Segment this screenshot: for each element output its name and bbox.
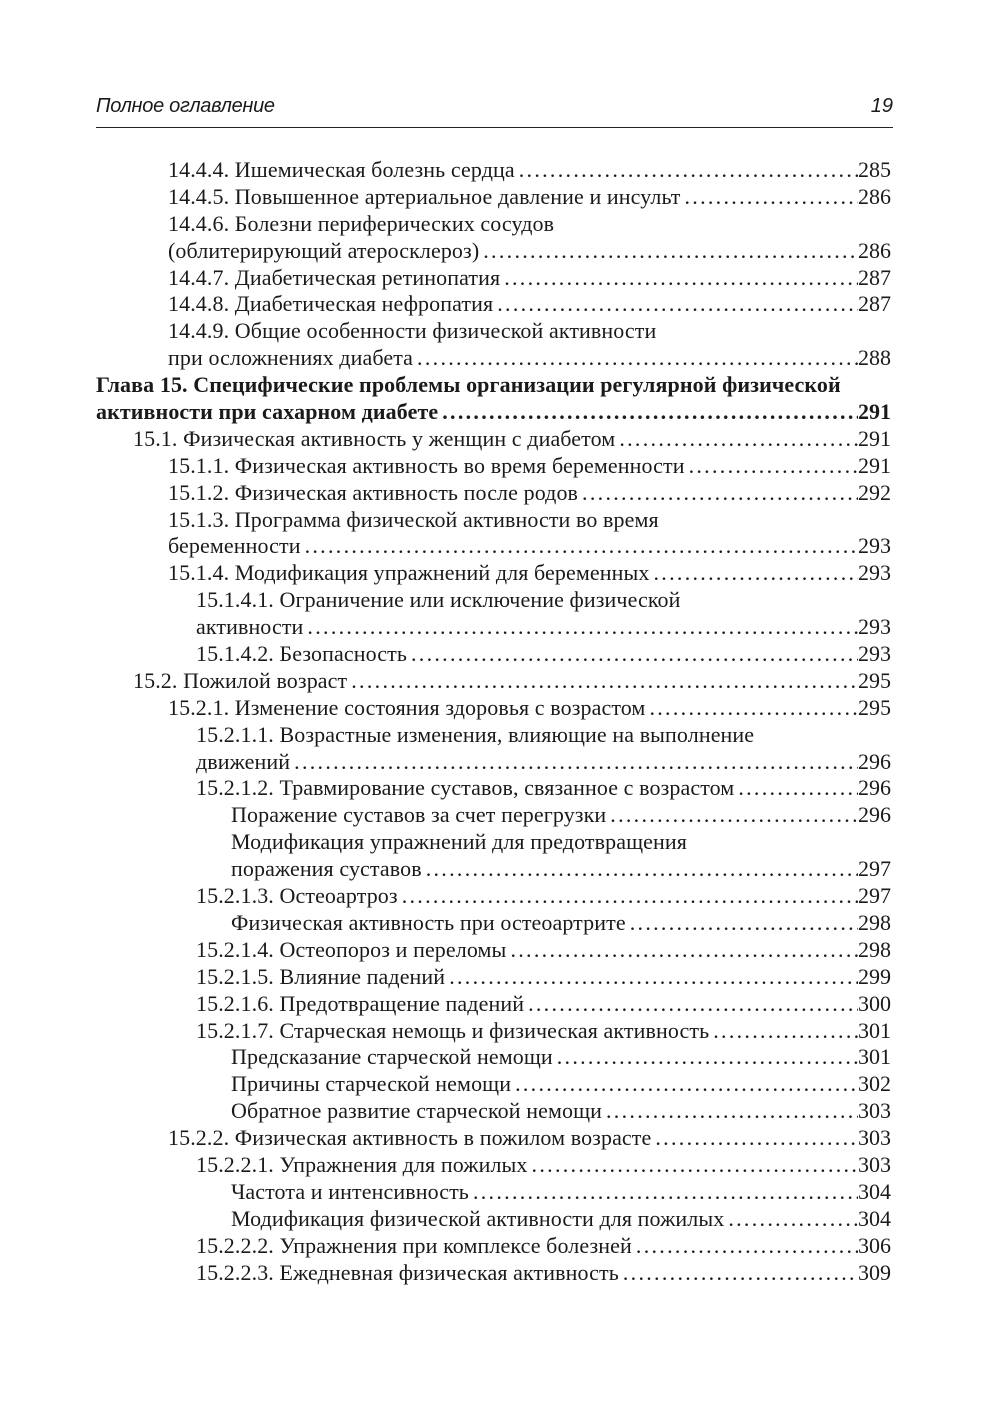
toc-entry-title: 15.2.2.2. Упражнения при комплексе болезней (196, 1232, 632, 1258)
toc-entry[interactable] (96, 668, 891, 695)
toc-entry-page: 286 (858, 237, 891, 263)
leader-dots (445, 964, 858, 991)
leader-dots (301, 533, 858, 560)
toc-entry-title: 15.2.1.4. Остеопороз и переломы (196, 936, 507, 962)
toc-entry[interactable] (96, 211, 891, 238)
toc-entry-title: 15.1.1. Физическая активность во время беременности (168, 452, 685, 478)
toc-entry-title: 15.1.4.1. Ограничение или исключение физической (196, 587, 681, 613)
toc-entry[interactable] (96, 749, 891, 776)
toc-entry-page: 296 (858, 775, 891, 801)
leader-dots (506, 937, 858, 964)
toc-entry[interactable] (96, 372, 891, 399)
toc-entry-page: 301 (858, 1044, 891, 1070)
toc-entry[interactable] (96, 345, 891, 372)
toc-entry-page: 291 (858, 425, 891, 451)
toc-entry-title: 15.1.4. Модификация упражнений для беременных (168, 560, 650, 586)
toc-entry-title: 15.2.1.2. Травмирование суставов, связанное с возрастом (196, 775, 735, 801)
toc-entry-page: 303 (858, 1098, 891, 1124)
toc-entry-page: 304 (858, 1178, 891, 1204)
running-title: Полное оглавление (96, 95, 275, 117)
toc-entry[interactable] (96, 641, 891, 668)
toc-entry[interactable] (96, 426, 891, 453)
toc-entry[interactable] (96, 238, 891, 265)
toc-entry-title: 15.1.3. Программа физической активности во время (168, 506, 659, 532)
toc-entry-title: активности при сахарном диабете (96, 399, 439, 425)
toc-entry[interactable] (96, 318, 891, 345)
leader-dots (500, 265, 858, 292)
toc-entry-page: 296 (858, 748, 891, 774)
toc-entry[interactable] (96, 1179, 891, 1206)
toc-entry-title: 15.2.1.7. Старческая немощь и физическая активность (196, 1017, 710, 1043)
toc-entry[interactable] (96, 1071, 891, 1098)
toc-entry-page: 296 (858, 802, 891, 828)
toc-entry[interactable] (96, 937, 891, 964)
toc-entry[interactable] (96, 507, 891, 534)
toc-entry-title: Модификация физической активности для пожилых (231, 1205, 725, 1231)
toc-entry-page: 297 (858, 883, 891, 909)
toc-entry[interactable] (96, 184, 891, 211)
toc-entry-page: 303 (858, 1151, 891, 1177)
toc-entry-title: 14.4.5. Повышенное артериальное давление и инсульт (168, 183, 681, 209)
leader-dots (615, 426, 858, 453)
toc-entry[interactable] (96, 1206, 891, 1233)
toc-entry[interactable] (96, 1098, 891, 1125)
toc-entry-page: 306 (858, 1232, 891, 1258)
toc-entry[interactable] (96, 775, 891, 802)
toc-entry-title: 14.4.8. Диабетическая нефропатия (168, 291, 494, 317)
leader-dots (438, 399, 858, 426)
toc-entry-title: 15.2.1.5. Влияние падений (196, 963, 446, 989)
toc-entry-title: 15.1. Физическая активность у женщин с диабетом (133, 425, 616, 451)
toc-entry-title: 15.2. Пожилой возраст (133, 667, 348, 693)
toc-entry[interactable] (96, 829, 891, 856)
toc-entry-title: 15.2.1.6. Предотвращение падений (196, 990, 525, 1016)
toc-entry-title: поражения суставов (231, 856, 422, 882)
toc-entry-title: 15.2.1.1. Возрастные изменения, влияющие на выполнение (196, 721, 755, 747)
leader-dots (347, 668, 858, 695)
toc-entry-page: 298 (858, 936, 891, 962)
toc-entry[interactable] (96, 1018, 891, 1045)
toc-entry-title: 15.1.2. Физическая активность после родов (168, 479, 579, 505)
leader-dots (524, 991, 858, 1018)
toc-entry-title: Частота и интенсивность (231, 1178, 469, 1204)
toc-entry-page: 292 (858, 479, 891, 505)
leader-dots (290, 749, 858, 776)
toc-entry-page: 285 (858, 157, 891, 182)
toc-entry-title: 15.2.2.1. Упражнения для пожилых (196, 1151, 528, 1177)
leader-dots (645, 695, 858, 722)
toc-entry-title: (облитерирующий атеросклероз) (168, 237, 480, 263)
toc-entry-title: 14.4.7. Диабетическая ретинопатия (168, 264, 501, 290)
leader-dots (724, 1206, 858, 1233)
toc-entry-title: 14.4.9. Общие особенности физической активности (168, 318, 657, 344)
toc-entry-title: Модификация упражнений для предотвращения (231, 829, 687, 855)
leader-dots (511, 1071, 858, 1098)
page-number: 19 (870, 95, 893, 117)
toc-entry-page: 293 (858, 614, 891, 640)
toc-entry-page: 297 (858, 856, 891, 882)
leader-dots (578, 480, 858, 507)
toc-entry[interactable] (96, 1152, 891, 1179)
toc-entry-page: 286 (858, 183, 891, 209)
toc-entry[interactable] (96, 265, 891, 292)
toc-entry-page: 293 (858, 641, 891, 667)
toc-entry-page: 293 (858, 560, 891, 586)
toc-entry-title: Глава 15. Специфические проблемы организации регулярной физической (96, 372, 841, 398)
leader-dots (734, 775, 858, 802)
toc-entry[interactable] (96, 480, 891, 507)
toc-entry[interactable] (96, 1233, 891, 1260)
toc-entry-title: Обратное развитие старческой немощи (231, 1098, 602, 1124)
toc-entry-page: 309 (858, 1259, 891, 1285)
toc-entry-page: 288 (858, 345, 891, 371)
toc-entry[interactable] (96, 722, 891, 749)
toc-entry-title: Причины старческой немощи (231, 1071, 512, 1097)
toc-entry-title: 15.1.4.2. Безопасность (196, 641, 407, 667)
toc-entry[interactable] (96, 964, 891, 991)
toc-entry-title: 15.2.1. Изменение состояния здоровья с возрастом (168, 694, 646, 720)
toc-entry-title: 14.4.6. Болезни периферических сосудов (168, 210, 555, 236)
toc-entry-page: 291 (858, 399, 891, 425)
toc-entry-title: Физическая активность при остеоартрите (231, 909, 626, 935)
leader-dots (422, 856, 858, 883)
leader-dots (515, 157, 858, 184)
toc-entry[interactable] (96, 614, 891, 641)
page-header (96, 93, 893, 128)
toc-entry-title: беременности (168, 533, 301, 559)
toc-entry-page: 304 (858, 1205, 891, 1231)
toc-entry[interactable] (96, 587, 891, 614)
toc-entry-title: 15.2.2. Физическая активность в пожилом возрасте (168, 1125, 652, 1151)
leader-dots (632, 1233, 858, 1260)
toc-entry[interactable] (96, 910, 891, 937)
leader-dots (303, 614, 858, 641)
leader-dots (606, 802, 858, 829)
toc-entry[interactable] (96, 157, 891, 184)
leader-dots (626, 910, 858, 937)
toc-entry-title: активности (196, 614, 304, 640)
toc-entry-title: 14.4.4. Ишемическая болезнь сердца (168, 157, 515, 182)
leader-dots (709, 1018, 858, 1045)
leader-dots (651, 1125, 858, 1152)
leader-dots (680, 184, 858, 211)
toc-entry-title: движений (196, 748, 291, 774)
toc-entry-title: при осложнениях диабета (168, 345, 414, 371)
leader-dots (650, 560, 859, 587)
toc-entry[interactable] (96, 291, 891, 318)
toc-entry-title: Поражение суставов за счет перегрузки (231, 802, 607, 828)
toc-entry-page: 300 (858, 990, 891, 1016)
toc-entry-page: 295 (858, 694, 891, 720)
toc-entry[interactable] (96, 399, 891, 426)
toc-entry-title: 15.2.1.3. Остеоартроз (196, 883, 398, 909)
toc-entry-page: 303 (858, 1125, 891, 1151)
toc-entry[interactable] (96, 533, 891, 560)
toc-entry[interactable] (96, 802, 891, 829)
toc-entry-page: 302 (858, 1071, 891, 1097)
leader-dots (493, 291, 858, 318)
toc-entry[interactable] (96, 560, 891, 587)
toc-entry-page: 301 (858, 1017, 891, 1043)
table-of-contents (96, 157, 891, 1286)
toc-entry-page: 295 (858, 667, 891, 693)
toc-entry[interactable] (96, 1125, 891, 1152)
toc-entry-page: 287 (858, 291, 891, 317)
toc-entry-page: 299 (858, 963, 891, 989)
toc-entry[interactable] (96, 1044, 891, 1071)
toc-entry[interactable] (96, 1260, 891, 1287)
leader-dots (553, 1044, 858, 1071)
toc-entry-page: 287 (858, 264, 891, 290)
leader-dots (469, 1179, 858, 1206)
toc-entry[interactable] (96, 453, 891, 480)
leader-dots (398, 883, 858, 910)
leader-dots (685, 453, 858, 480)
leader-dots (407, 641, 858, 668)
leader-dots (528, 1152, 858, 1179)
toc-entry[interactable] (96, 856, 891, 883)
toc-entry[interactable] (96, 695, 891, 722)
toc-entry-title: 15.2.2.3. Ежедневная физическая активность (196, 1259, 619, 1285)
toc-entry[interactable] (96, 991, 891, 1018)
toc-entry-page: 291 (858, 452, 891, 478)
toc-entry-page: 293 (858, 533, 891, 559)
toc-entry[interactable] (96, 883, 891, 910)
leader-dots (602, 1098, 858, 1125)
toc-entry-page: 298 (858, 909, 891, 935)
toc-entry-title: Предсказание старческой немощи (231, 1044, 553, 1070)
leader-dots (479, 238, 858, 265)
leader-dots (413, 345, 858, 372)
leader-dots (619, 1260, 858, 1287)
